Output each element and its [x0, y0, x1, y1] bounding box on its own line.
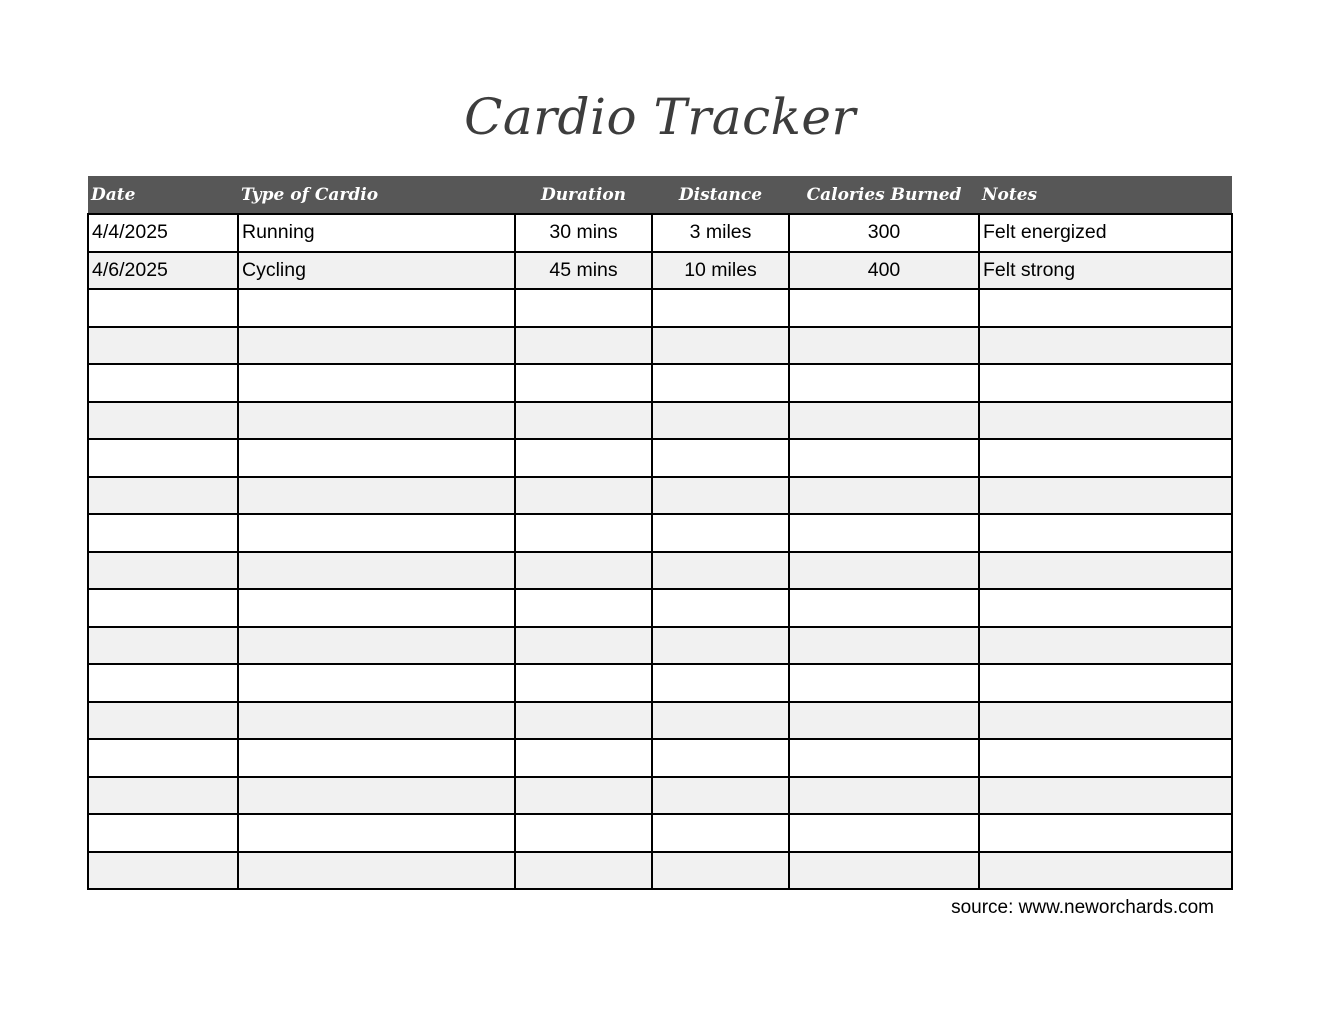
type-cell[interactable] — [238, 777, 515, 815]
duration-cell[interactable] — [515, 852, 652, 890]
duration-cell[interactable] — [515, 402, 652, 440]
calories-cell[interactable]: 400 — [789, 252, 979, 290]
distance-cell[interactable]: 3 miles — [652, 214, 789, 252]
duration-cell[interactable] — [515, 814, 652, 852]
duration-cell[interactable] — [515, 627, 652, 665]
table-row — [88, 327, 1232, 365]
duration-cell[interactable] — [515, 552, 652, 590]
type-cell[interactable] — [238, 702, 515, 740]
duration-cell[interactable] — [515, 514, 652, 552]
date-cell[interactable] — [88, 664, 238, 702]
distance-cell[interactable] — [652, 552, 789, 590]
type-cell[interactable] — [238, 477, 515, 515]
table-row — [88, 739, 1232, 777]
calories-cell[interactable] — [789, 289, 979, 327]
type-cell[interactable] — [238, 589, 515, 627]
table-row — [88, 814, 1232, 852]
calories-cell[interactable] — [789, 364, 979, 402]
type-cell[interactable] — [238, 552, 515, 590]
table-row — [88, 477, 1232, 515]
date-cell[interactable] — [88, 364, 238, 402]
notes-cell[interactable] — [979, 477, 1232, 515]
calories-cell[interactable] — [789, 439, 979, 477]
table-body — [88, 214, 1232, 889]
date-cell[interactable]: 4/6/2025 — [88, 252, 238, 290]
table-row — [88, 702, 1232, 740]
header-distance: Distance — [652, 176, 789, 214]
distance-cell[interactable] — [652, 327, 789, 365]
table-row — [88, 514, 1232, 552]
table-row — [88, 402, 1232, 440]
notes-cell[interactable] — [979, 402, 1232, 440]
date-cell[interactable] — [88, 514, 238, 552]
page-title: Cardio Tracker — [464, 88, 856, 146]
distance-cell[interactable] — [652, 777, 789, 815]
header-date: Date — [88, 176, 238, 214]
notes-cell[interactable] — [979, 627, 1232, 665]
type-cell[interactable] — [238, 402, 515, 440]
distance-cell[interactable] — [652, 664, 789, 702]
calories-cell[interactable] — [789, 327, 979, 365]
date-cell[interactable] — [88, 439, 238, 477]
notes-cell[interactable] — [979, 327, 1232, 365]
calories-cell[interactable] — [789, 477, 979, 515]
table-row — [88, 252, 1232, 290]
calories-cell[interactable]: 300 — [789, 214, 979, 252]
type-cell[interactable] — [238, 814, 515, 852]
type-cell[interactable] — [238, 327, 515, 365]
distance-cell[interactable] — [652, 702, 789, 740]
calories-cell[interactable] — [789, 777, 979, 815]
duration-cell[interactable] — [515, 664, 652, 702]
distance-cell[interactable] — [652, 627, 789, 665]
notes-cell[interactable] — [979, 777, 1232, 815]
duration-cell[interactable] — [515, 702, 652, 740]
table-row — [88, 589, 1232, 627]
type-cell[interactable] — [238, 627, 515, 665]
notes-cell[interactable] — [979, 552, 1232, 590]
type-cell[interactable]: Cycling — [238, 252, 515, 290]
date-cell[interactable] — [88, 289, 238, 327]
date-cell[interactable] — [88, 777, 238, 815]
type-cell[interactable] — [238, 739, 515, 777]
date-cell[interactable] — [88, 477, 238, 515]
distance-cell[interactable] — [652, 589, 789, 627]
notes-cell[interactable] — [979, 439, 1232, 477]
distance-cell[interactable] — [652, 514, 789, 552]
table-row — [88, 439, 1232, 477]
notes-cell[interactable] — [979, 702, 1232, 740]
type-cell[interactable] — [238, 289, 515, 327]
notes-cell[interactable] — [979, 814, 1232, 852]
date-cell[interactable] — [88, 852, 238, 890]
date-cell[interactable] — [88, 327, 238, 365]
notes-cell[interactable] — [979, 739, 1232, 777]
table-row — [88, 664, 1232, 702]
cardio-tracker-table — [87, 176, 1233, 890]
table-row — [88, 552, 1232, 590]
distance-cell[interactable] — [652, 814, 789, 852]
type-cell[interactable] — [238, 852, 515, 890]
calories-cell[interactable] — [789, 852, 979, 890]
calories-cell[interactable] — [789, 739, 979, 777]
table-row — [88, 214, 1232, 252]
type-cell[interactable] — [238, 664, 515, 702]
type-cell[interactable]: Running — [238, 214, 515, 252]
table-header-row — [88, 176, 1232, 214]
duration-cell[interactable] — [515, 739, 652, 777]
date-cell[interactable] — [88, 739, 238, 777]
calories-cell[interactable] — [789, 552, 979, 590]
table-row — [88, 852, 1232, 890]
date-cell[interactable] — [88, 814, 238, 852]
date-cell[interactable]: 4/4/2025 — [88, 214, 238, 252]
notes-cell[interactable]: Felt energized — [979, 214, 1232, 252]
duration-cell[interactable] — [515, 439, 652, 477]
type-cell[interactable] — [238, 364, 515, 402]
header-calories-burned: Calories Burned — [789, 176, 979, 214]
distance-cell[interactable] — [652, 289, 789, 327]
distance-cell[interactable] — [652, 402, 789, 440]
table-row — [88, 627, 1232, 665]
calories-cell[interactable] — [789, 627, 979, 665]
calories-cell[interactable] — [789, 814, 979, 852]
table-row — [88, 364, 1232, 402]
notes-cell[interactable] — [979, 589, 1232, 627]
duration-cell[interactable] — [515, 589, 652, 627]
notes-cell[interactable] — [979, 852, 1232, 890]
distance-cell[interactable] — [652, 364, 789, 402]
date-cell[interactable] — [88, 589, 238, 627]
notes-cell[interactable] — [979, 289, 1232, 327]
type-cell[interactable] — [238, 439, 515, 477]
notes-cell[interactable]: Felt strong — [979, 252, 1232, 290]
notes-cell[interactable] — [979, 514, 1232, 552]
distance-cell[interactable] — [652, 739, 789, 777]
date-cell[interactable] — [88, 627, 238, 665]
notes-cell[interactable] — [979, 664, 1232, 702]
table-row — [88, 777, 1232, 815]
duration-cell[interactable] — [515, 364, 652, 402]
notes-cell[interactable] — [979, 364, 1232, 402]
duration-cell[interactable] — [515, 289, 652, 327]
duration-cell[interactable] — [515, 777, 652, 815]
header-notes: Notes — [979, 176, 1232, 214]
distance-cell[interactable] — [652, 439, 789, 477]
duration-cell[interactable] — [515, 327, 652, 365]
date-cell[interactable] — [88, 552, 238, 590]
calories-cell[interactable] — [789, 702, 979, 740]
type-cell[interactable] — [238, 514, 515, 552]
calories-cell[interactable] — [789, 664, 979, 702]
calories-cell[interactable] — [789, 514, 979, 552]
date-cell[interactable] — [88, 702, 238, 740]
date-cell[interactable] — [88, 402, 238, 440]
duration-cell[interactable] — [515, 477, 652, 515]
header-type-of-cardio: Type of Cardio — [238, 176, 515, 214]
distance-cell[interactable] — [652, 852, 789, 890]
header-duration: Duration — [515, 176, 652, 214]
duration-cell[interactable]: 45 mins — [515, 252, 652, 290]
distance-cell[interactable]: 10 miles — [652, 252, 789, 290]
distance-cell[interactable] — [652, 477, 789, 515]
source-note: source: www.neworchards.com — [951, 897, 1214, 918]
table-row — [88, 289, 1232, 327]
calories-cell[interactable] — [789, 402, 979, 440]
duration-cell[interactable]: 30 mins — [515, 214, 652, 252]
calories-cell[interactable] — [789, 589, 979, 627]
